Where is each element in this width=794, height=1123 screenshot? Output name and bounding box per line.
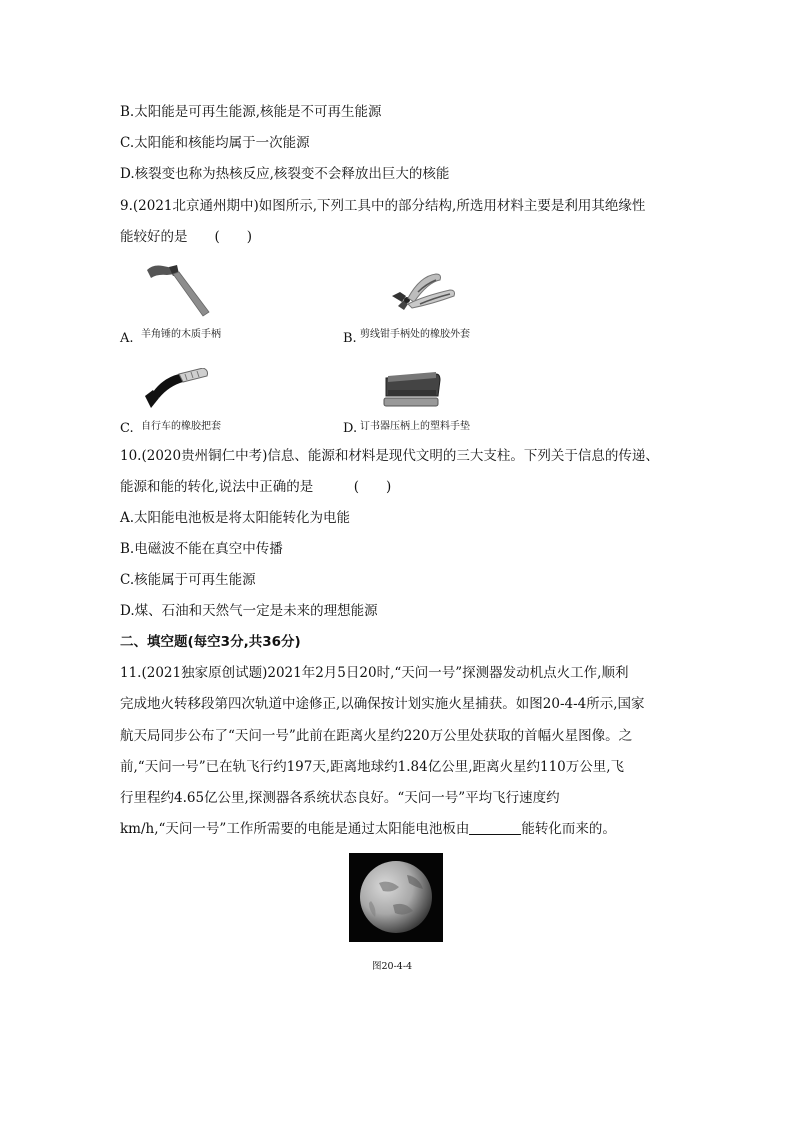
q10-option-b: B.电磁波不能在真空中传播 [120,541,283,557]
q9-option-b-caption: 剪线钳手柄处的橡胶外套 [360,329,470,340]
mars-image [349,853,443,942]
q11-line6-text2: 能转化而来的。 [521,821,616,837]
q11-line4: 前,“天问一号”已在轨飞行约197天,距离地球约1.84亿公里,距离火星约110万公里,飞 [120,759,625,775]
stapler-icon [380,368,444,412]
q10-stem-line1: 10.(2020贵州铜仁中考)信息、能源和材料是现代文明的三大支柱。下列关于信息的传递、 [120,448,659,464]
q11-line2: 完成地火转移段第四次轨道中途修正,以确保按计划实施火星捕获。如图20-4-4所示,国家 [120,696,645,712]
q9-option-c-letter: C. [120,421,134,436]
q9-stem-line2: 能较好的是 ( ) [120,229,253,245]
q8-option-d: D.核裂变也称为热核反应,核裂变不会释放出巨大的核能 [120,166,450,182]
q9-option-b-letter: B. [343,331,357,346]
q11-line5: 行里程约4.65亿公里,探测器各系统状态良好。“天问一号”平均飞行速度约 [120,790,560,806]
q11-line6-text1: km/h,“天问一号”工作所需要的电能是通过太阳能电池板由 [120,821,470,837]
q11-line3: 航天局同步公布了“天问一号”此前在距离火星约220万公里处获取的首幅火星图像。之 [120,728,633,744]
section-heading: 二、填空题(每空3分,共36分) [120,634,301,650]
q10-option-c: C.核能属于可再生能源 [120,572,256,588]
hammer-icon [143,262,213,320]
q8-option-c: C.太阳能和核能均属于一次能源 [120,135,310,151]
q10-option-d: D.煤、石油和天然气一定是未来的理想能源 [120,603,378,619]
q10-stem-line2: 能源和能的转化,说法中正确的是 ( ) [120,479,392,495]
pliers-icon [390,266,458,318]
q10-option-a: A.太阳能电池板是将太阳能转化为电能 [120,510,351,526]
q9-option-d-letter: D. [343,421,358,436]
figure-caption: 图20-4-4 [372,961,413,972]
q9-option-c-caption: 自行车的橡胶把套 [141,421,221,432]
q9-option-a-caption: 羊角锤的木质手柄 [141,329,221,340]
bike-grip-icon [143,368,211,412]
q8-option-b: B.太阳能是可再生能源,核能是不可再生能源 [120,104,382,120]
q9-stem-line1: 9.(2021北京通州期中)如图所示,下列工具中的部分结构,所选用材料主要是利用其绝缘性 [120,198,646,214]
answer-blank [469,820,521,835]
q9-option-d-caption: 订书器压柄上的塑料手垫 [360,421,470,432]
q11-line6 [120,819,616,839]
q9-option-a-letter: A. [120,331,134,346]
q11-line1: 11.(2021独家原创试题)2021年2月5日20时,“天问一号”探测器发动机点火工作,顺利 [120,665,629,681]
